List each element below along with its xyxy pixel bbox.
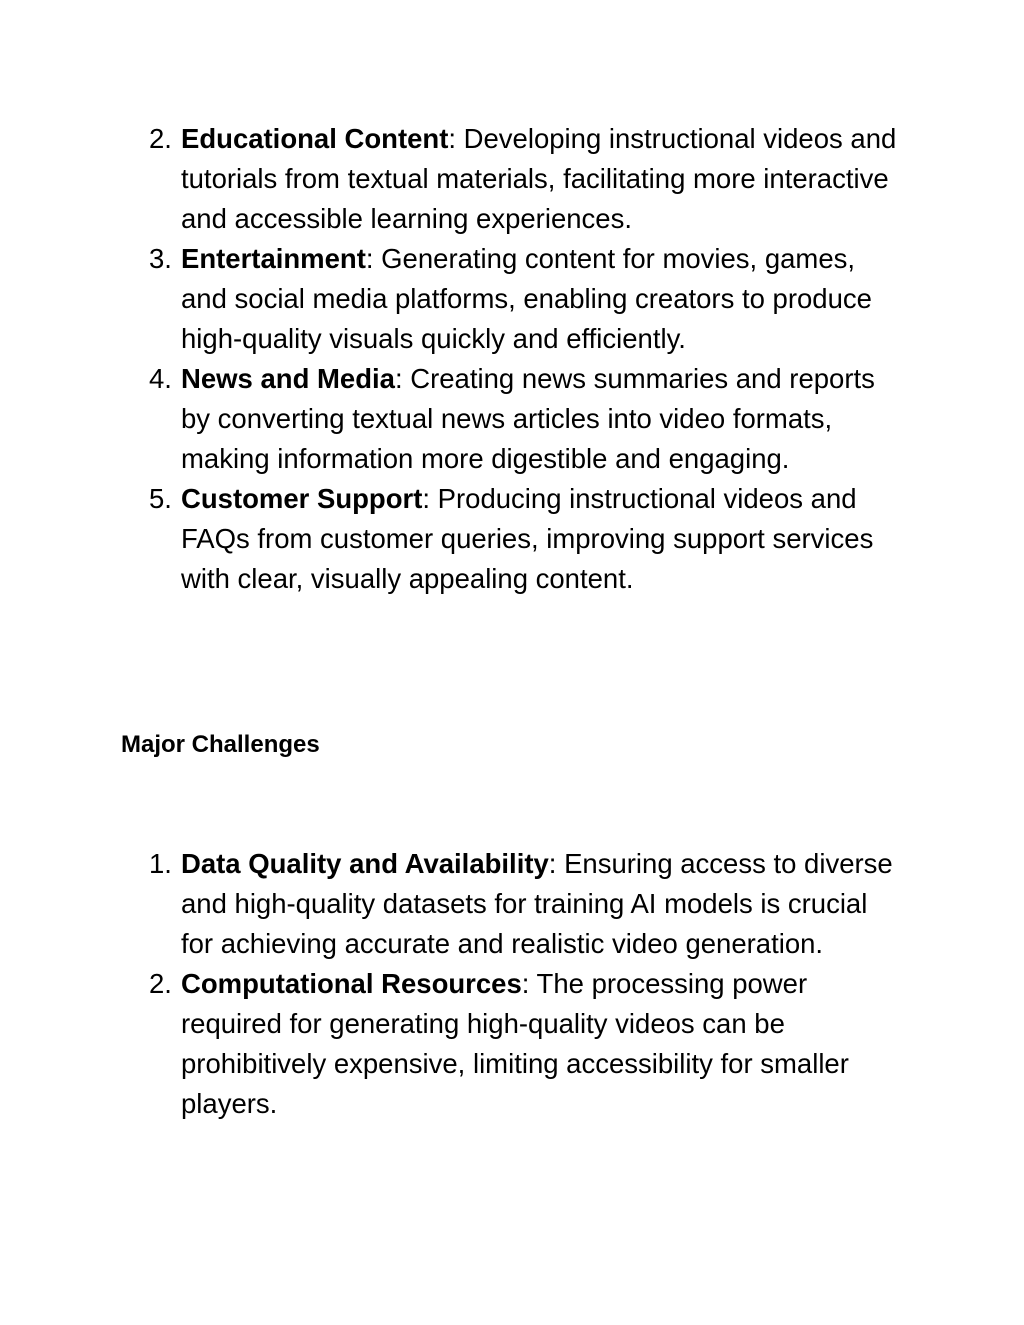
list-item [0,844,901,964]
list-description: : Creating news summaries and reports by converting textual news articles into video formats, making information more digestible and engaging. [181,363,875,474]
list-term: News and Media [181,363,395,394]
section-heading: Major Challenges [121,731,320,758]
list-number: 2. [149,968,172,999]
list-description: : Ensuring access to diverse and high-quality datasets for training AI models is crucial for achieving accurate and realistic video generation. [181,848,893,959]
list-description: : Generating content for movies, games, and social media platforms, enabling creators to produce high-quality visuals quickly and efficiently. [181,243,872,354]
list-description: : Producing instructional videos and FAQs from customer queries, improving support services with clear, visually appealing content. [181,483,874,594]
list-number: 2. [149,123,172,154]
list-term: Customer Support [181,483,423,514]
list-number: 1. [149,848,172,879]
applications-list [0,119,1024,599]
list-term: Entertainment [181,243,366,274]
list-item [0,479,901,599]
list-term: Data Quality and Availability [181,848,549,879]
list-description: : The processing power required for generating high-quality videos can be prohibitively expensive, limiting accessibility for smaller players. [181,968,849,1119]
list-number: 5. [149,483,172,514]
list-item [0,239,901,359]
list-number: 4. [149,363,172,394]
challenges-list [0,844,1024,1124]
list-description: : Developing instructional videos and tutorials from textual materials, facilitating more interactive and accessible learning experiences. [181,123,897,234]
list-term: Educational Content [181,123,449,154]
list-item [0,119,901,239]
list-item [0,964,901,1124]
list-term: Computational Resources [181,968,522,999]
list-item [0,359,901,479]
list-number: 3. [149,243,172,274]
